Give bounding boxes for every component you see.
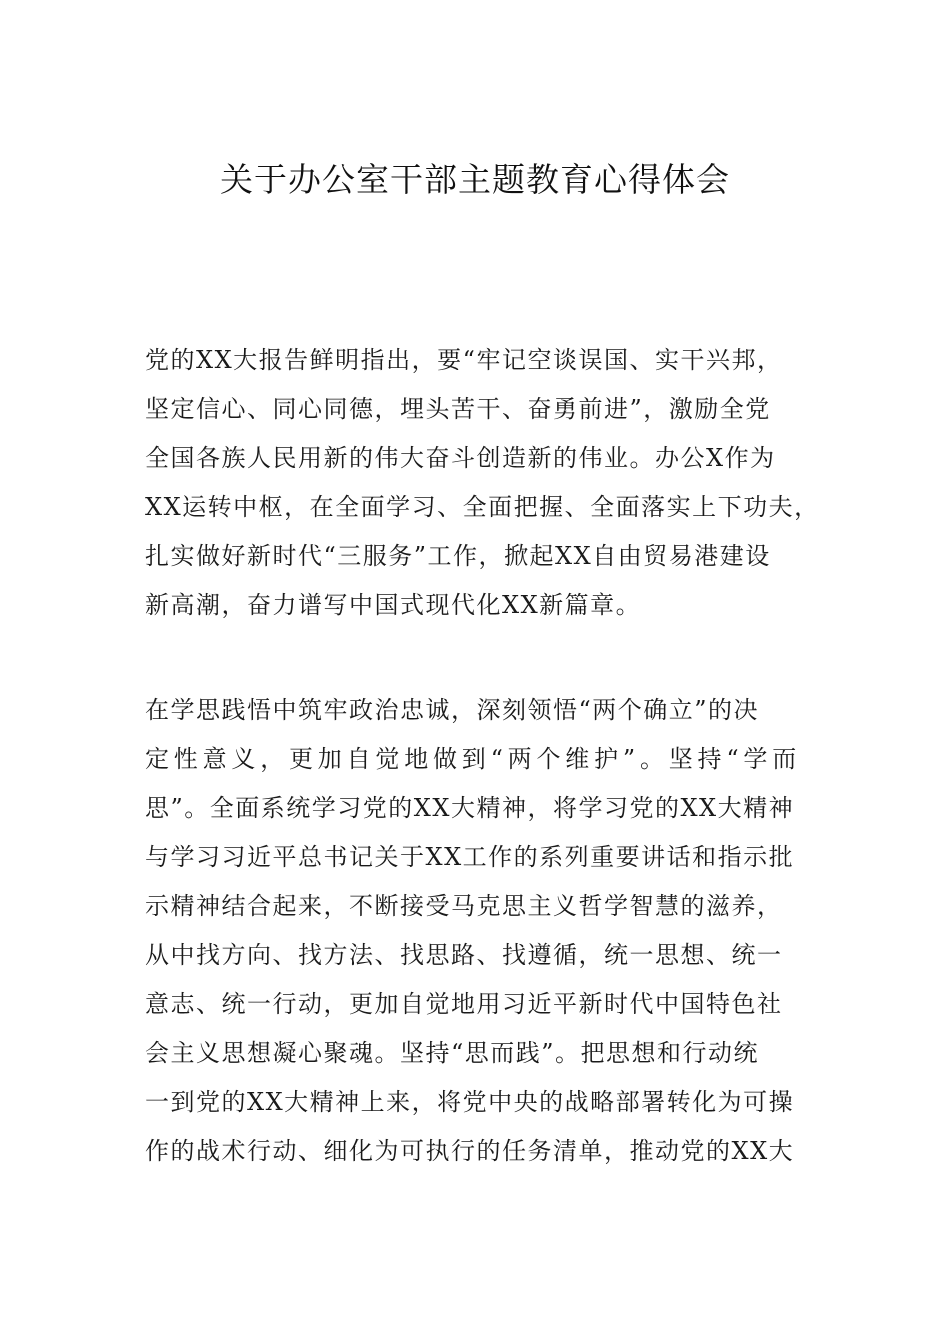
paragraph-line: 作的战术行动、细化为可执行的任务清单，推动党的XX大 [145,1137,795,1165]
paragraph-line: 示精神结合起来，不断接受马克思主义哲学智慧的滋养， [145,892,783,920]
paragraph-line: 与学习习近平总书记关于XX工作的系列重要讲话和指示批 [145,843,795,871]
paragraph-line: 会主义思想凝心聚魂。坚持“思而践”。把思想和行动统 [145,1039,760,1067]
paragraph-line: XX运转中枢，在全面学习、全面把握、全面落实上下功夫， [145,493,820,521]
paragraph-line: 一到党的XX大精神上来，将党中央的战略部署转化为可操 [145,1088,795,1116]
paragraph-line: 在学思践悟中筑牢政治忠诚，深刻领悟“两个确立”的决 [145,696,760,724]
paragraph-line: 从中找方向、找方法、找思路、找遵循，统一思想、统一 [145,941,783,969]
paragraph-2 [145,686,810,1176]
paragraph-line: 全国各族人民用新的伟大奋斗创造新的伟业。办公X作为 [145,444,776,472]
paragraph-line: 意志、统一行动，更加自觉地用习近平新时代中国特色社 [145,990,783,1018]
document-title: 关于办公室干部主题教育心得体会 [220,160,730,199]
paragraph-1 [145,336,820,630]
paragraph-line: 党的XX大报告鲜明指出，要“牢记空谈误国、实干兴邦， [145,346,783,374]
paragraph-line: 坚定信心、同心同德，埋头苦干、奋勇前进”，激励全党 [145,395,771,423]
paragraph-line: 扎实做好新时代“三服务”工作，掀起XX自由贸易港建设 [145,542,771,570]
paragraph-line: 思”。全面系统学习党的XX大精神，将学习党的XX大精神 [145,794,795,822]
paragraph-line: 定性意义，更加自觉地做到“两个维护”。坚持“学而 [145,745,802,773]
paragraph-line: 新高潮，奋力谱写中国式现代化XX新篇章。 [145,591,642,619]
